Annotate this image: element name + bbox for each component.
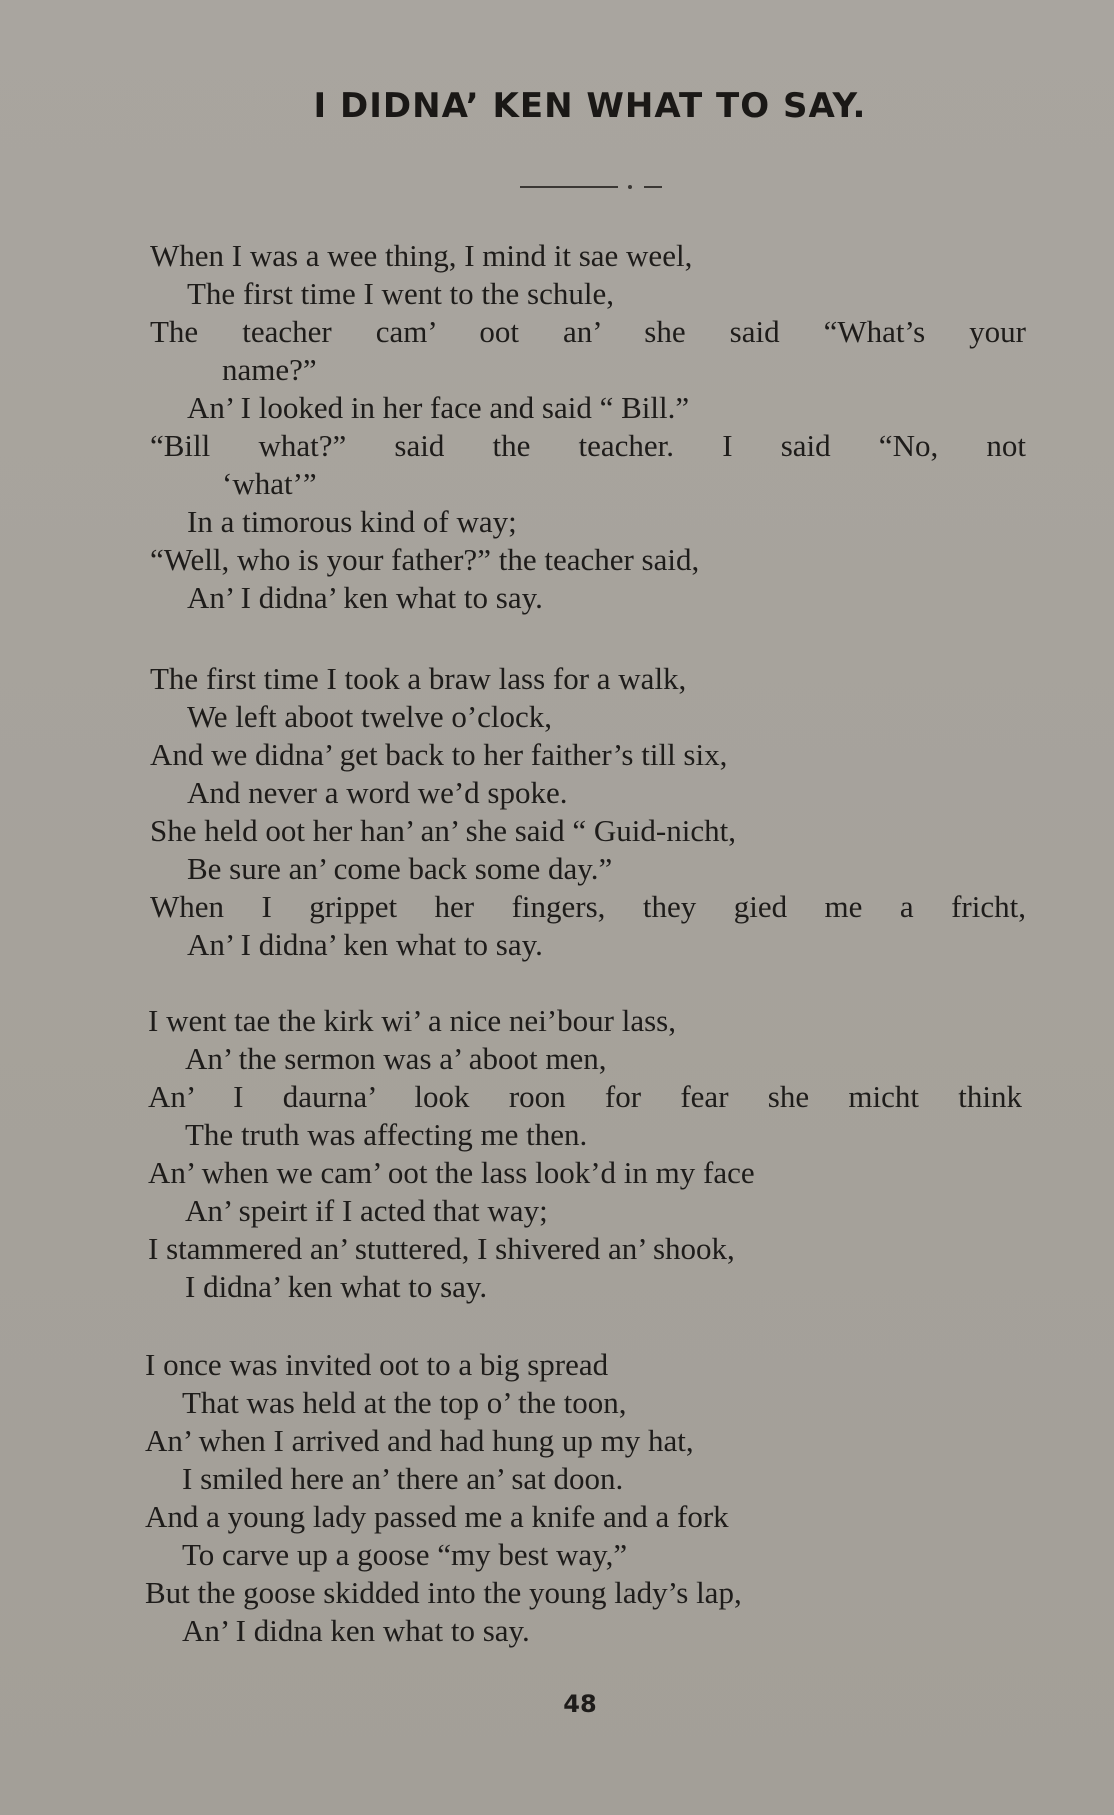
poem-line: An’ I didna’ ken what to say. <box>187 580 543 615</box>
poem-line: “Bill what?” said the teacher. I said “No, not <box>150 428 1026 463</box>
poem-line: An’ speirt if I acted that way; <box>185 1193 548 1228</box>
poem-line: But the goose skidded into the young lady’s lap, <box>145 1575 742 1610</box>
poem-line: I went tae the kirk wi’ a nice nei’bour lass, <box>148 1003 676 1038</box>
poem-line: ‘what’” <box>222 466 317 501</box>
poem-line: An’ when I arrived and had hung up my hat, <box>145 1423 694 1458</box>
poem-line: Be sure an’ come back some day.” <box>187 851 613 886</box>
poem-line: We left aboot twelve o’clock, <box>187 699 553 734</box>
poem-line: An’ the sermon was a’ aboot men, <box>185 1041 607 1076</box>
poem-line: “Well, who is your father?” the teacher said, <box>150 542 700 577</box>
poem-line: When I was a wee thing, I mind it sae weel, <box>150 238 693 273</box>
poem-line: name?” <box>222 352 317 387</box>
poem-line: An’ I didna ken what to say. <box>182 1613 530 1648</box>
poem-line: An’ when we cam’ oot the lass look’d in my face <box>148 1155 755 1190</box>
poem-line: She held oot her han’ an’ she said “ Guid-nicht, <box>150 813 736 848</box>
poem-line: The truth was affecting me then. <box>185 1117 588 1152</box>
poem-line: I smiled here an’ there an’ sat doon. <box>182 1461 624 1496</box>
divider-short-dash <box>644 186 662 188</box>
poem-line: That was held at the top o’ the toon, <box>182 1385 627 1420</box>
divider-dot <box>628 185 632 189</box>
poem-line: An’ I looked in her face and said “ Bill.” <box>187 390 690 425</box>
poem-line: I stammered an’ stuttered, I shivered an’ shook, <box>148 1231 735 1266</box>
poem-line: And never a word we’d spoke. <box>187 775 568 810</box>
poem-line: An’ I didna’ ken what to say. <box>187 927 543 962</box>
poem-line: And a young lady passed me a knife and a fork <box>145 1499 729 1534</box>
poem-line: An’ I daurna’ look roon for fear she micht think <box>148 1079 1022 1114</box>
poem-line: To carve up a goose “my best way,” <box>182 1537 628 1572</box>
poem-line: The first time I went to the schule, <box>187 276 614 311</box>
poem-line: And we didna’ get back to her faither’s till six, <box>150 737 728 772</box>
page-number: 48 <box>563 1690 597 1718</box>
poem-line: I once was invited oot to a big spread <box>145 1347 609 1382</box>
poem-line: I didna’ ken what to say. <box>185 1269 488 1304</box>
poem-line: The teacher cam’ oot an’ she said “What’s your <box>150 314 1026 349</box>
poem-line: The first time I took a braw lass for a walk, <box>150 661 687 696</box>
poem-line: In a timorous kind of way; <box>187 504 517 539</box>
poem-line: When I grippet her fingers, they gied me a fricht, <box>150 889 1026 924</box>
divider-long-dash <box>520 186 618 188</box>
poem-title: I DIDNA’ KEN WHAT TO SAY. <box>313 86 867 126</box>
